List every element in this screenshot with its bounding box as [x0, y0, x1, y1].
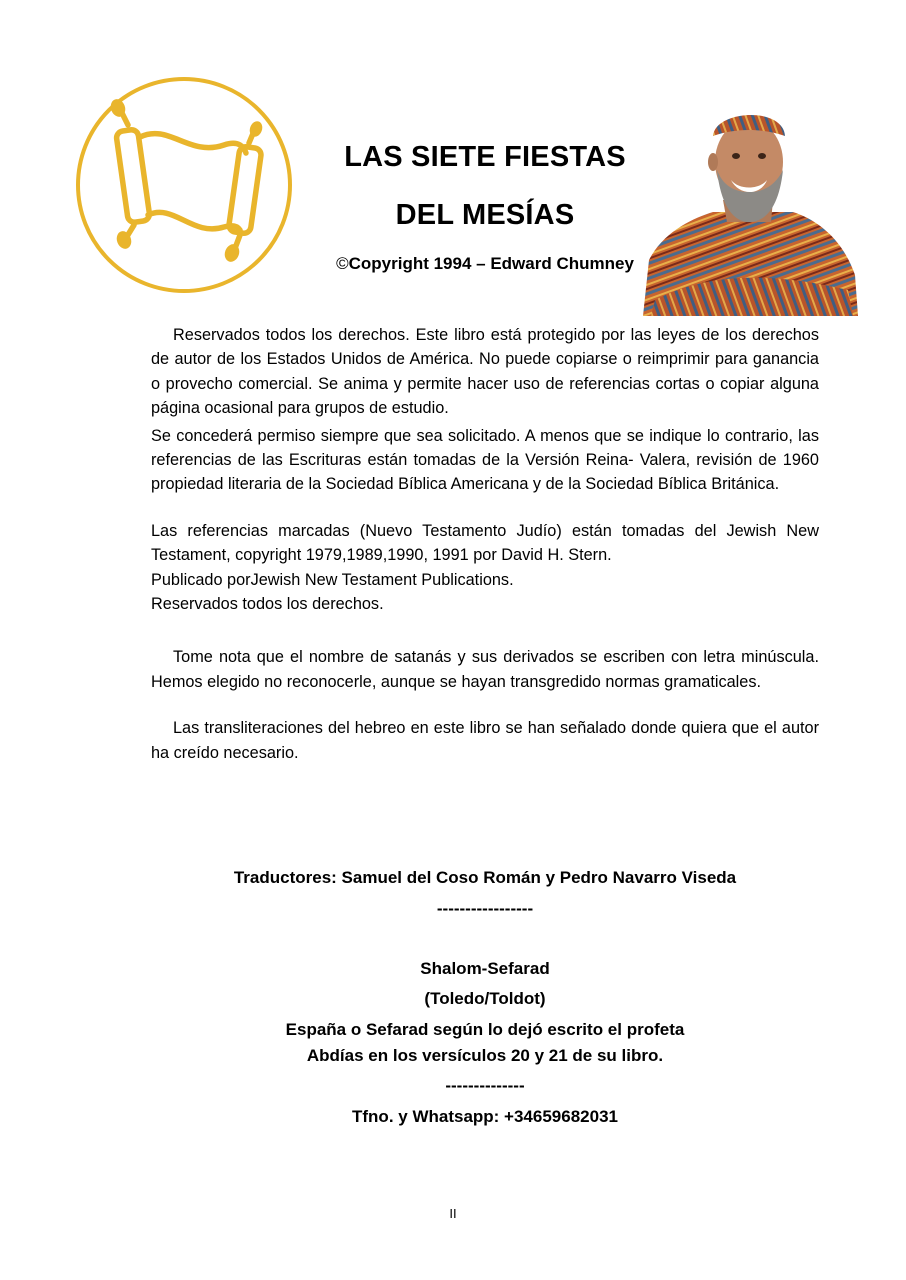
divider-2: -------------- — [445, 1076, 525, 1095]
transliteration-paragraph: Las transliteraciones del hebreo en este libro se han señalado donde quiera que el autor ha creído necesario. — [151, 719, 819, 762]
rights-line: Reservados todos los derechos. — [151, 595, 384, 614]
copyright-line — [300, 254, 670, 274]
permission-paragraph: Se concederá permiso siempre que sea solicitado. A menos que se indique lo contrario, las referencias de las Escrituras están tomadas de la Versión Reina- Valera, revisión de 1960 propiedad literaria de la Sociedad Bíblica Americana y de la Sociedad Bíblica Británica. — [151, 426, 819, 494]
copyright-symbol: © — [336, 254, 349, 273]
sefarad-note-line-1: España o Sefarad según lo dejó escrito el profeta — [285, 1020, 685, 1039]
page-title-line-2: DEL MESÍAS — [395, 199, 575, 231]
divider-1: ----------------- — [436, 899, 534, 918]
translators-line: Traductores: Samuel del Coso Román y Pedro Navarro Viseda — [233, 868, 737, 887]
copyright-text: Copyright 1994 – Edward Chumney — [348, 254, 634, 273]
page-number: II — [449, 1206, 457, 1221]
body-text — [151, 323, 819, 765]
org-location: (Toledo/Toldot) — [424, 989, 546, 1008]
torah-scroll-icon — [74, 75, 294, 295]
publisher-line: Publicado porJewish New Testament Publications. — [151, 570, 514, 589]
contact-line: Tfno. y Whatsapp: +34659682031 — [352, 1107, 618, 1126]
references-paragraph: Las referencias marcadas (Nuevo Testamento Judío) están tomadas del Jewish New Testament, copyright 1979,1989,1990, 1991 por David H. Stern. — [151, 521, 819, 565]
page-title-line-1: LAS SIETE FIESTAS — [344, 141, 626, 173]
org-name: Shalom-Sefarad — [420, 959, 550, 978]
satan-note-paragraph: Tome nota que el nombre de satanás y sus derivados se escriben con letra minúscula. Hemos elegido no reconocerle, aunque se hayan transgredido normas gramaticales. — [151, 648, 819, 691]
rights-paragraph: Reservados todos los derechos. Este libro está protegido por las leyes de los derechos de autor de los Estados Unidos de América. No puede copiarse o reimprimir para ganancia o provecho comercial. Se anima y permite hacer uso de referencias cortas o copiar alguna página ocasional para grupos de estudio. — [151, 326, 819, 418]
sefarad-note-line-2: Abdías en los versículos 20 y 21 de su libro. — [306, 1046, 664, 1065]
